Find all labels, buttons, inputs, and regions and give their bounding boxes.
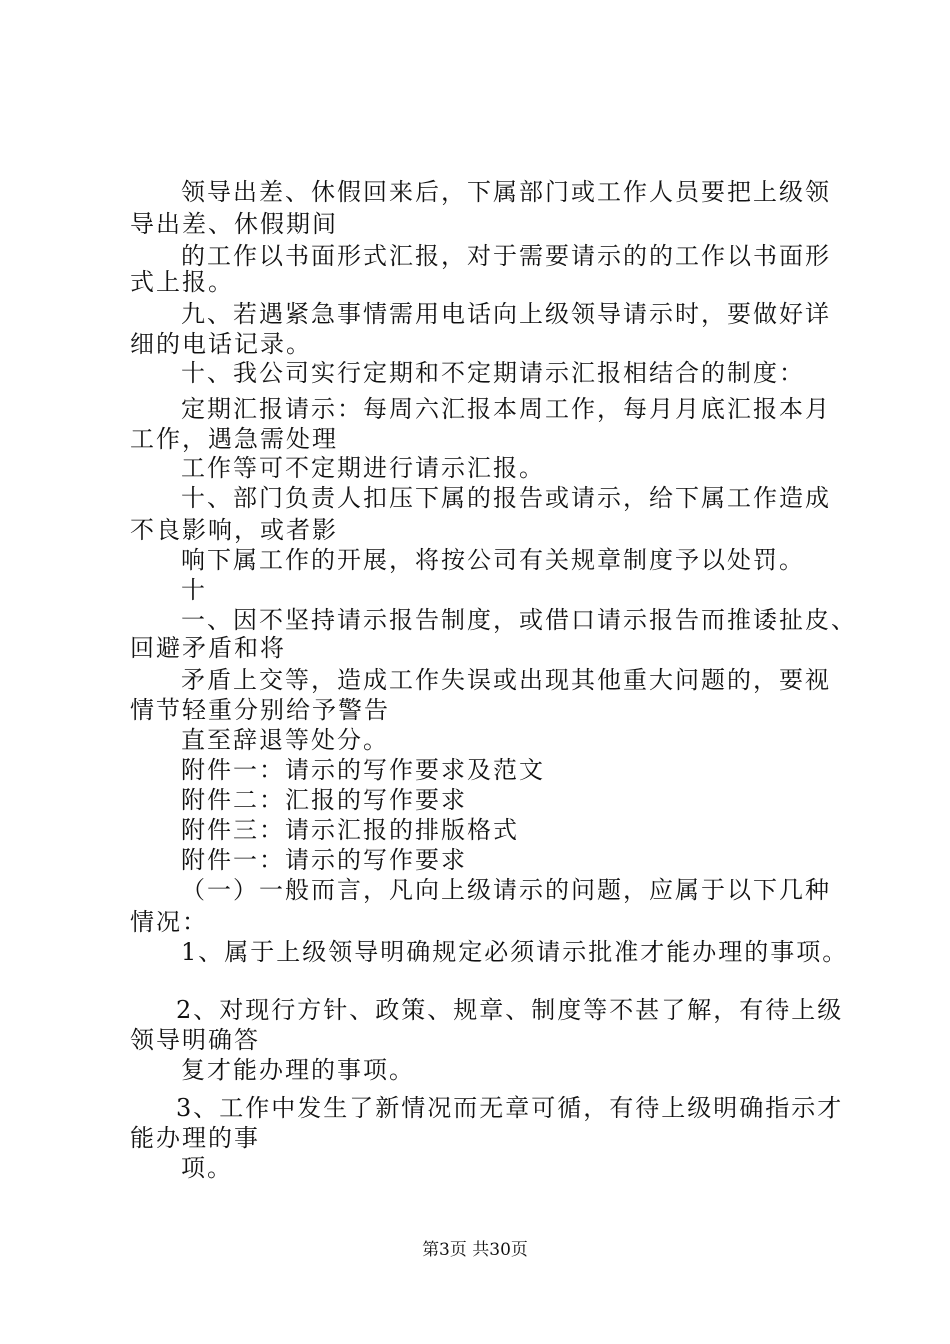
body-line-29: 复才能办理的事项。	[181, 1056, 415, 1084]
body-line-7: 十、我公司实行定期和不定期请示汇报相结合的制度：	[181, 359, 805, 387]
body-line-24: （一）一般而言，凡向上级请示的问题，应属于以下几种	[181, 876, 831, 904]
body-line-23: 附件一：请示的写作要求	[181, 846, 467, 874]
body-line-14: 十	[181, 576, 207, 604]
body-line-16: 回避矛盾和将	[130, 634, 286, 662]
body-line-18: 情节轻重分别给予警告	[130, 696, 390, 724]
body-line-20: 附件一：请示的写作要求及范文	[181, 756, 545, 784]
body-line-8: 定期汇报请示：每周六汇报本周工作，每月月底汇报本月	[181, 395, 831, 423]
body-line-32: 项。	[181, 1154, 233, 1182]
body-line-3: 的工作以书面形式汇报，对于需要请示的的工作以书面形	[181, 242, 831, 270]
body-line-13: 响下属工作的开展，将按公司有关规章制度予以处罚。	[181, 546, 805, 574]
body-line-25: 情况：	[130, 908, 208, 936]
body-line-9: 工作，遇急需处理	[130, 425, 338, 453]
body-line-1: 领导出差、休假回来后，下属部门或工作人员要把上级领	[181, 178, 831, 206]
body-line-19: 直至辞退等处分。	[181, 726, 389, 754]
body-line-12: 不良影响，或者影	[130, 516, 338, 544]
page-footer: 第3页 共30页	[422, 1240, 528, 1260]
body-line-31: 能办理的事	[130, 1124, 260, 1152]
body-line-10: 工作等可不定期进行请示汇报。	[181, 454, 545, 482]
body-line-28: 领导明确答	[130, 1026, 260, 1054]
body-line-17: 矛盾上交等，造成工作失误或出现其他重大问题的，要视	[181, 666, 831, 694]
body-line-5: 九、若遇紧急事情需用电话向上级领导请示时，要做好详	[181, 300, 831, 328]
body-line-11: 十、部门负责人扣压下属的报告或请示，给下属工作造成	[181, 484, 831, 512]
body-line-2: 导出差、休假期间	[130, 210, 338, 238]
body-line-22: 附件三：请示汇报的排版格式	[181, 816, 519, 844]
body-line-30: 3、工作中发生了新情况而无章可循，有待上级明确指示才	[176, 1094, 844, 1122]
body-line-4: 式上报。	[130, 268, 234, 296]
body-line-15: 一、因不坚持请示报告制度，或借口请示报告而推诿扯皮、	[181, 606, 857, 634]
body-line-6: 细的电话记录。	[130, 330, 312, 358]
body-line-21: 附件二：汇报的写作要求	[181, 786, 467, 814]
body-line-27: 2、对现行方针、政策、规章、制度等不甚了解，有待上级	[176, 996, 844, 1024]
body-line-26: 1、属于上级领导明确规定必须请示批准才能办理的事项。	[181, 938, 849, 966]
